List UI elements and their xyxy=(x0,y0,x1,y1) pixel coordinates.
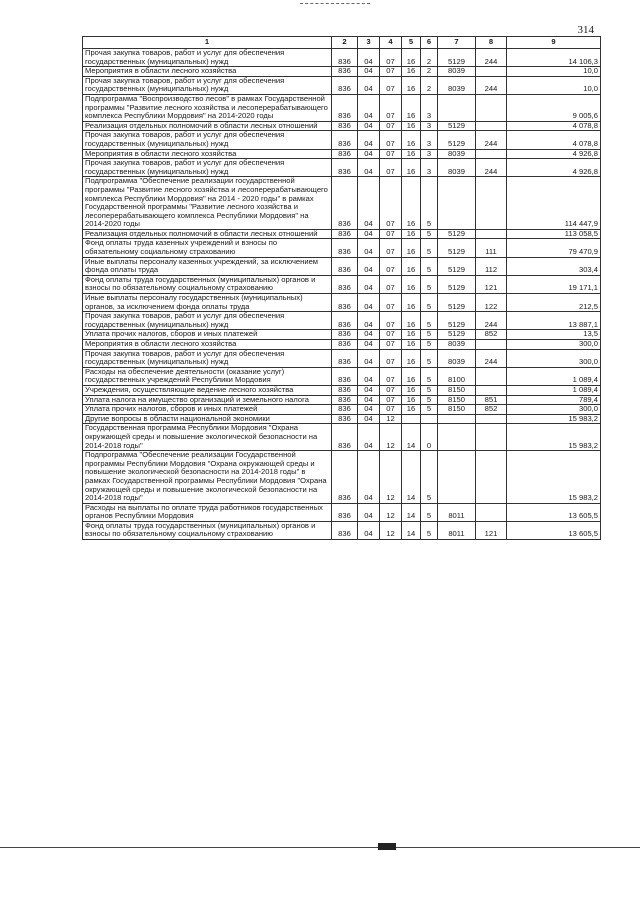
cell-subprogram: 3 xyxy=(421,121,438,131)
cell-subsection: 07 xyxy=(380,121,402,131)
cell-amount: 15 983,2 xyxy=(507,451,601,504)
cell-expense-type: 851 xyxy=(476,395,507,405)
cell-expense-type: 244 xyxy=(476,76,507,94)
cell-subprogram: 5 xyxy=(421,340,438,350)
cell-subprogram: 3 xyxy=(421,94,438,121)
cell-amount: 14 106,3 xyxy=(507,49,601,67)
row-name: Расходы на обеспечение деятельности (оказание услуг) государственных учреждений Республики Мордовия xyxy=(83,367,332,385)
cell-subsection: 12 xyxy=(380,521,402,539)
cell-expense-type xyxy=(476,121,507,131)
table-row xyxy=(83,294,601,312)
cell-subprogram: 2 xyxy=(421,67,438,77)
cell-ministry-code: 836 xyxy=(332,49,358,67)
cell-program: 16 xyxy=(402,405,421,415)
cell-expense-type xyxy=(476,229,507,239)
cell-subsection: 07 xyxy=(380,395,402,405)
cell-amount: 4 078,8 xyxy=(507,121,601,131)
cell-subprogram: 5 xyxy=(421,312,438,330)
col-header: 9 xyxy=(507,37,601,49)
cell-expense-type: 244 xyxy=(476,131,507,149)
cell-target-item: 5129 xyxy=(438,49,476,67)
row-name: Прочая закупка товаров, работ и услуг для обеспечения государственных (муниципальных) нужд xyxy=(83,131,332,149)
cell-program: 16 xyxy=(402,121,421,131)
cell-ministry-code: 836 xyxy=(332,177,358,230)
cell-ministry-code: 836 xyxy=(332,349,358,367)
row-name: Фонд оплаты труда государственных (муниципальных) органов и взносы по обязательному социальному страхованию xyxy=(83,275,332,293)
cell-program: 16 xyxy=(402,229,421,239)
row-name: Прочая закупка товаров, работ и услуг для обеспечения государственных (муниципальных) нужд xyxy=(83,159,332,177)
table-row xyxy=(83,131,601,149)
cell-subsection: 07 xyxy=(380,385,402,395)
cell-subsection: 07 xyxy=(380,67,402,77)
cell-section: 04 xyxy=(358,414,380,424)
cell-subsection: 12 xyxy=(380,451,402,504)
cell-amount: 19 171,1 xyxy=(507,275,601,293)
cell-ministry-code: 836 xyxy=(332,94,358,121)
cell-subsection: 07 xyxy=(380,229,402,239)
row-name: Реализация отдельных полномочий в области лесных отношений xyxy=(83,229,332,239)
cell-subprogram: 3 xyxy=(421,131,438,149)
col-header: 2 xyxy=(332,37,358,49)
cell-subsection: 07 xyxy=(380,94,402,121)
cell-amount: 4 926,8 xyxy=(507,149,601,159)
cell-expense-type: 121 xyxy=(476,275,507,293)
cell-program: 16 xyxy=(402,149,421,159)
cell-section: 04 xyxy=(358,385,380,395)
cell-subprogram: 2 xyxy=(421,76,438,94)
cell-program: 16 xyxy=(402,395,421,405)
cell-section: 04 xyxy=(358,275,380,293)
cell-section: 04 xyxy=(358,367,380,385)
table-row xyxy=(83,424,601,451)
scan-mark xyxy=(378,843,396,850)
cell-program: 16 xyxy=(402,76,421,94)
cell-target-item: 8011 xyxy=(438,503,476,521)
cell-amount: 10,0 xyxy=(507,76,601,94)
cell-target-item: 5129 xyxy=(438,294,476,312)
row-name: Фонд оплаты труда казенных учреждений и взносы по обязательному социальному страхованию xyxy=(83,239,332,257)
cell-program: 16 xyxy=(402,349,421,367)
cell-ministry-code: 836 xyxy=(332,275,358,293)
cell-expense-type xyxy=(476,451,507,504)
cell-program: 16 xyxy=(402,275,421,293)
table-row xyxy=(83,312,601,330)
cell-subsection: 07 xyxy=(380,49,402,67)
cell-subprogram: 5 xyxy=(421,349,438,367)
cell-subsection: 07 xyxy=(380,312,402,330)
cell-section: 04 xyxy=(358,349,380,367)
cell-program: 14 xyxy=(402,521,421,539)
cell-program xyxy=(402,414,421,424)
cell-subprogram: 0 xyxy=(421,424,438,451)
cell-program: 16 xyxy=(402,159,421,177)
cell-program: 16 xyxy=(402,330,421,340)
cell-ministry-code: 836 xyxy=(332,149,358,159)
table-body xyxy=(83,49,601,540)
cell-target-item: 5129 xyxy=(438,330,476,340)
cell-amount: 13 605,5 xyxy=(507,503,601,521)
cell-target-item: 8039 xyxy=(438,76,476,94)
cell-subsection: 07 xyxy=(380,330,402,340)
cell-program: 16 xyxy=(402,340,421,350)
cell-subprogram: 5 xyxy=(421,395,438,405)
cell-section: 04 xyxy=(358,229,380,239)
cell-target-item xyxy=(438,414,476,424)
cell-expense-type xyxy=(476,367,507,385)
table-row xyxy=(83,159,601,177)
row-name: Прочая закупка товаров, работ и услуг для обеспечения государственных (муниципальных) нужд xyxy=(83,49,332,67)
cell-subprogram: 2 xyxy=(421,49,438,67)
cell-section: 04 xyxy=(358,49,380,67)
cell-subprogram: 5 xyxy=(421,451,438,504)
row-name: Прочая закупка товаров, работ и услуг для обеспечения государственных (муниципальных) нужд xyxy=(83,312,332,330)
cell-target-item xyxy=(438,177,476,230)
cell-target-item: 5129 xyxy=(438,121,476,131)
table-row xyxy=(83,367,601,385)
cell-ministry-code: 836 xyxy=(332,424,358,451)
cell-target-item: 5129 xyxy=(438,257,476,275)
cell-target-item: 8150 xyxy=(438,395,476,405)
cell-subsection: 07 xyxy=(380,239,402,257)
cell-expense-type: 121 xyxy=(476,521,507,539)
cell-expense-type xyxy=(476,177,507,230)
cell-amount: 13,5 xyxy=(507,330,601,340)
budget-table xyxy=(82,36,601,540)
cell-ministry-code: 836 xyxy=(332,239,358,257)
row-name: Расходы на выплаты по оплате труда работников государственных органов Республики Мордовия xyxy=(83,503,332,521)
cell-section: 04 xyxy=(358,424,380,451)
cell-ministry-code: 836 xyxy=(332,257,358,275)
cell-subsection: 12 xyxy=(380,424,402,451)
cell-section: 04 xyxy=(358,94,380,121)
col-header: 7 xyxy=(438,37,476,49)
cell-target-item: 8039 xyxy=(438,67,476,77)
cell-expense-type xyxy=(476,414,507,424)
cell-ministry-code: 836 xyxy=(332,414,358,424)
cell-section: 04 xyxy=(358,521,380,539)
row-name: Реализация отдельных полномочий в области лесных отношений xyxy=(83,121,332,131)
cell-subsection: 07 xyxy=(380,294,402,312)
row-name: Прочая закупка товаров, работ и услуг для обеспечения государственных (муниципальных) нужд xyxy=(83,76,332,94)
cell-expense-type: 244 xyxy=(476,349,507,367)
cell-expense-type: 122 xyxy=(476,294,507,312)
cell-subsection: 07 xyxy=(380,177,402,230)
cell-program: 14 xyxy=(402,503,421,521)
row-name: Подпрограмма "Обеспечение реализации государственной программы "Развитие лесного хозяйства и лесоперерабатывающего комплекса Республики Мордовия" на 2014 - 2020 годы" в рамках Государственной программы "Развитие лесного хозяйства и лесоперерабатывающего комплекса Республики Мордовия" на 2014-2020 годы xyxy=(83,177,332,230)
scan-edge-top xyxy=(300,3,370,4)
cell-amount: 9 005,6 xyxy=(507,94,601,121)
cell-amount: 303,4 xyxy=(507,257,601,275)
cell-subprogram: 5 xyxy=(421,521,438,539)
cell-subprogram: 5 xyxy=(421,330,438,340)
cell-target-item: 5129 xyxy=(438,229,476,239)
cell-target-item: 8150 xyxy=(438,385,476,395)
cell-ministry-code: 836 xyxy=(332,229,358,239)
cell-ministry-code: 836 xyxy=(332,405,358,415)
col-header: 5 xyxy=(402,37,421,49)
cell-expense-type xyxy=(476,340,507,350)
cell-target-item: 8100 xyxy=(438,367,476,385)
cell-subsection: 07 xyxy=(380,275,402,293)
cell-subprogram: 5 xyxy=(421,257,438,275)
cell-subsection: 07 xyxy=(380,76,402,94)
col-header: 1 xyxy=(83,37,332,49)
cell-expense-type: 244 xyxy=(476,312,507,330)
table-row xyxy=(83,385,601,395)
cell-ministry-code: 836 xyxy=(332,131,358,149)
cell-program: 16 xyxy=(402,67,421,77)
cell-expense-type: 244 xyxy=(476,159,507,177)
cell-expense-type xyxy=(476,149,507,159)
cell-subprogram: 5 xyxy=(421,367,438,385)
cell-subsection: 07 xyxy=(380,349,402,367)
cell-program: 16 xyxy=(402,312,421,330)
cell-subprogram xyxy=(421,414,438,424)
cell-amount: 789,4 xyxy=(507,395,601,405)
cell-program: 16 xyxy=(402,385,421,395)
cell-subprogram: 5 xyxy=(421,385,438,395)
cell-program: 16 xyxy=(402,177,421,230)
table-row xyxy=(83,503,601,521)
cell-section: 04 xyxy=(358,121,380,131)
cell-amount: 15 983,2 xyxy=(507,414,601,424)
cell-amount: 1 089,4 xyxy=(507,367,601,385)
cell-target-item: 8039 xyxy=(438,159,476,177)
cell-expense-type xyxy=(476,503,507,521)
cell-amount: 1 089,4 xyxy=(507,385,601,395)
cell-ministry-code: 836 xyxy=(332,121,358,131)
cell-target-item: 8150 xyxy=(438,405,476,415)
cell-amount: 212,5 xyxy=(507,294,601,312)
cell-expense-type: 244 xyxy=(476,49,507,67)
cell-amount: 113 058,5 xyxy=(507,229,601,239)
cell-subsection: 12 xyxy=(380,414,402,424)
cell-section: 04 xyxy=(358,330,380,340)
cell-ministry-code: 836 xyxy=(332,76,358,94)
table-row xyxy=(83,340,601,350)
cell-program: 14 xyxy=(402,451,421,504)
cell-section: 04 xyxy=(358,340,380,350)
cell-subprogram: 5 xyxy=(421,503,438,521)
row-name: Мероприятия в области лесного хозяйства xyxy=(83,340,332,350)
cell-subsection: 07 xyxy=(380,159,402,177)
cell-ministry-code: 836 xyxy=(332,395,358,405)
col-header: 6 xyxy=(421,37,438,49)
cell-subsection: 12 xyxy=(380,503,402,521)
cell-target-item: 8039 xyxy=(438,149,476,159)
cell-section: 04 xyxy=(358,159,380,177)
table-row xyxy=(83,177,601,230)
cell-target-item xyxy=(438,451,476,504)
cell-ministry-code: 836 xyxy=(332,67,358,77)
cell-amount: 300,0 xyxy=(507,340,601,350)
cell-expense-type xyxy=(476,385,507,395)
table-row xyxy=(83,521,601,539)
cell-program: 16 xyxy=(402,294,421,312)
row-name: Подпрограмма "Воспроизводство лесов" в рамках Государственной программы "Развитие лесного хозяйства и лесоперерабатывающего комплекса Республики Мордовия" на 2014-2020 годы xyxy=(83,94,332,121)
cell-section: 04 xyxy=(358,503,380,521)
cell-expense-type: 111 xyxy=(476,239,507,257)
row-name: Уплата прочих налогов, сборов и иных платежей xyxy=(83,330,332,340)
row-name: Прочая закупка товаров, работ и услуг для обеспечения государственных (муниципальных) нужд xyxy=(83,349,332,367)
scan-edge-bottom xyxy=(0,847,640,848)
cell-target-item: 5129 xyxy=(438,131,476,149)
cell-subprogram: 5 xyxy=(421,239,438,257)
table-row xyxy=(83,257,601,275)
cell-expense-type: 112 xyxy=(476,257,507,275)
cell-section: 04 xyxy=(358,76,380,94)
row-name: Мероприятия в области лесного хозяйства xyxy=(83,67,332,77)
row-name: Уплата налога на имущество организаций и земельного налога xyxy=(83,395,332,405)
cell-subprogram: 5 xyxy=(421,177,438,230)
cell-subprogram: 3 xyxy=(421,149,438,159)
cell-amount: 114 447,9 xyxy=(507,177,601,230)
cell-amount: 300,0 xyxy=(507,349,601,367)
cell-target-item: 5129 xyxy=(438,312,476,330)
row-name: Мероприятия в области лесного хозяйства xyxy=(83,149,332,159)
table-row xyxy=(83,67,601,77)
row-name: Иные выплаты персоналу казенных учреждений, за исключением фонда оплаты труда xyxy=(83,257,332,275)
table-row xyxy=(83,275,601,293)
table-row xyxy=(83,94,601,121)
row-name: Подпрограмма "Обеспечение реализации Государственной программы Республики Мордовия "Охрана окружающей среды и повышение экологической безопасности на 2014-2018 годы" в рамках Государственной программы Республики Мордовия "Охрана окружающей среды и повышение экологической безопасности на 2014-2018 годы" xyxy=(83,451,332,504)
cell-amount: 13 887,1 xyxy=(507,312,601,330)
cell-subprogram: 5 xyxy=(421,275,438,293)
cell-ministry-code: 836 xyxy=(332,385,358,395)
cell-program: 16 xyxy=(402,49,421,67)
cell-ministry-code: 836 xyxy=(332,330,358,340)
cell-target-item: 5129 xyxy=(438,239,476,257)
cell-subprogram: 5 xyxy=(421,405,438,415)
cell-ministry-code: 836 xyxy=(332,521,358,539)
header-row xyxy=(83,37,601,49)
cell-section: 04 xyxy=(358,451,380,504)
table-row xyxy=(83,349,601,367)
cell-program: 16 xyxy=(402,367,421,385)
row-name: Учреждения, осуществляющие ведение лесного хозяйства xyxy=(83,385,332,395)
cell-program: 16 xyxy=(402,131,421,149)
cell-ministry-code: 836 xyxy=(332,312,358,330)
cell-amount: 79 470,9 xyxy=(507,239,601,257)
cell-section: 04 xyxy=(358,257,380,275)
cell-subsection: 07 xyxy=(380,257,402,275)
cell-program: 16 xyxy=(402,94,421,121)
cell-amount: 4 078,8 xyxy=(507,131,601,149)
cell-subprogram: 3 xyxy=(421,159,438,177)
row-name: Другие вопросы в области национальной экономики xyxy=(83,414,332,424)
table-row xyxy=(83,76,601,94)
cell-subprogram: 5 xyxy=(421,294,438,312)
cell-expense-type: 852 xyxy=(476,330,507,340)
cell-expense-type xyxy=(476,94,507,121)
cell-amount: 10,0 xyxy=(507,67,601,77)
cell-expense-type xyxy=(476,424,507,451)
table-row xyxy=(83,49,601,67)
cell-expense-type xyxy=(476,67,507,77)
cell-section: 04 xyxy=(358,131,380,149)
col-header: 3 xyxy=(358,37,380,49)
cell-target-item xyxy=(438,94,476,121)
page-number: 314 xyxy=(577,24,594,36)
row-name: Фонд оплаты труда государственных (муниципальных) органов и взносы по обязательному социальному страхованию xyxy=(83,521,332,539)
cell-ministry-code: 836 xyxy=(332,340,358,350)
cell-target-item: 8039 xyxy=(438,349,476,367)
cell-amount: 300,0 xyxy=(507,405,601,415)
cell-section: 04 xyxy=(358,395,380,405)
cell-ministry-code: 836 xyxy=(332,294,358,312)
cell-subsection: 07 xyxy=(380,149,402,159)
cell-expense-type: 852 xyxy=(476,405,507,415)
cell-section: 04 xyxy=(358,312,380,330)
table-row xyxy=(83,451,601,504)
cell-section: 04 xyxy=(358,177,380,230)
cell-subprogram: 5 xyxy=(421,229,438,239)
col-header: 4 xyxy=(380,37,402,49)
cell-program: 16 xyxy=(402,257,421,275)
table-row xyxy=(83,239,601,257)
cell-amount: 4 926,8 xyxy=(507,159,601,177)
cell-ministry-code: 836 xyxy=(332,503,358,521)
cell-target-item: 5129 xyxy=(438,275,476,293)
cell-ministry-code: 836 xyxy=(332,367,358,385)
cell-ministry-code: 836 xyxy=(332,159,358,177)
cell-target-item: 8011 xyxy=(438,521,476,539)
col-header: 8 xyxy=(476,37,507,49)
cell-amount: 15 983,2 xyxy=(507,424,601,451)
cell-subsection: 07 xyxy=(380,405,402,415)
cell-program: 14 xyxy=(402,424,421,451)
cell-amount: 13 605,5 xyxy=(507,521,601,539)
cell-subsection: 07 xyxy=(380,340,402,350)
cell-section: 04 xyxy=(358,67,380,77)
row-name: Уплата прочих налогов, сборов и иных платежей xyxy=(83,405,332,415)
cell-section: 04 xyxy=(358,405,380,415)
cell-target-item xyxy=(438,424,476,451)
cell-subsection: 07 xyxy=(380,367,402,385)
cell-subsection: 07 xyxy=(380,131,402,149)
cell-section: 04 xyxy=(358,149,380,159)
cell-section: 04 xyxy=(358,239,380,257)
cell-program: 16 xyxy=(402,239,421,257)
row-name: Государственная программа Республики Мордовия "Охрана окружающей среды и повышение экологической безопасности на 2014-2018 годы" xyxy=(83,424,332,451)
row-name: Иные выплаты персоналу государственных (муниципальных) органов, за исключением фонда оплаты труда xyxy=(83,294,332,312)
table-row xyxy=(83,405,601,415)
cell-section: 04 xyxy=(358,294,380,312)
cell-target-item: 8039 xyxy=(438,340,476,350)
cell-ministry-code: 836 xyxy=(332,451,358,504)
